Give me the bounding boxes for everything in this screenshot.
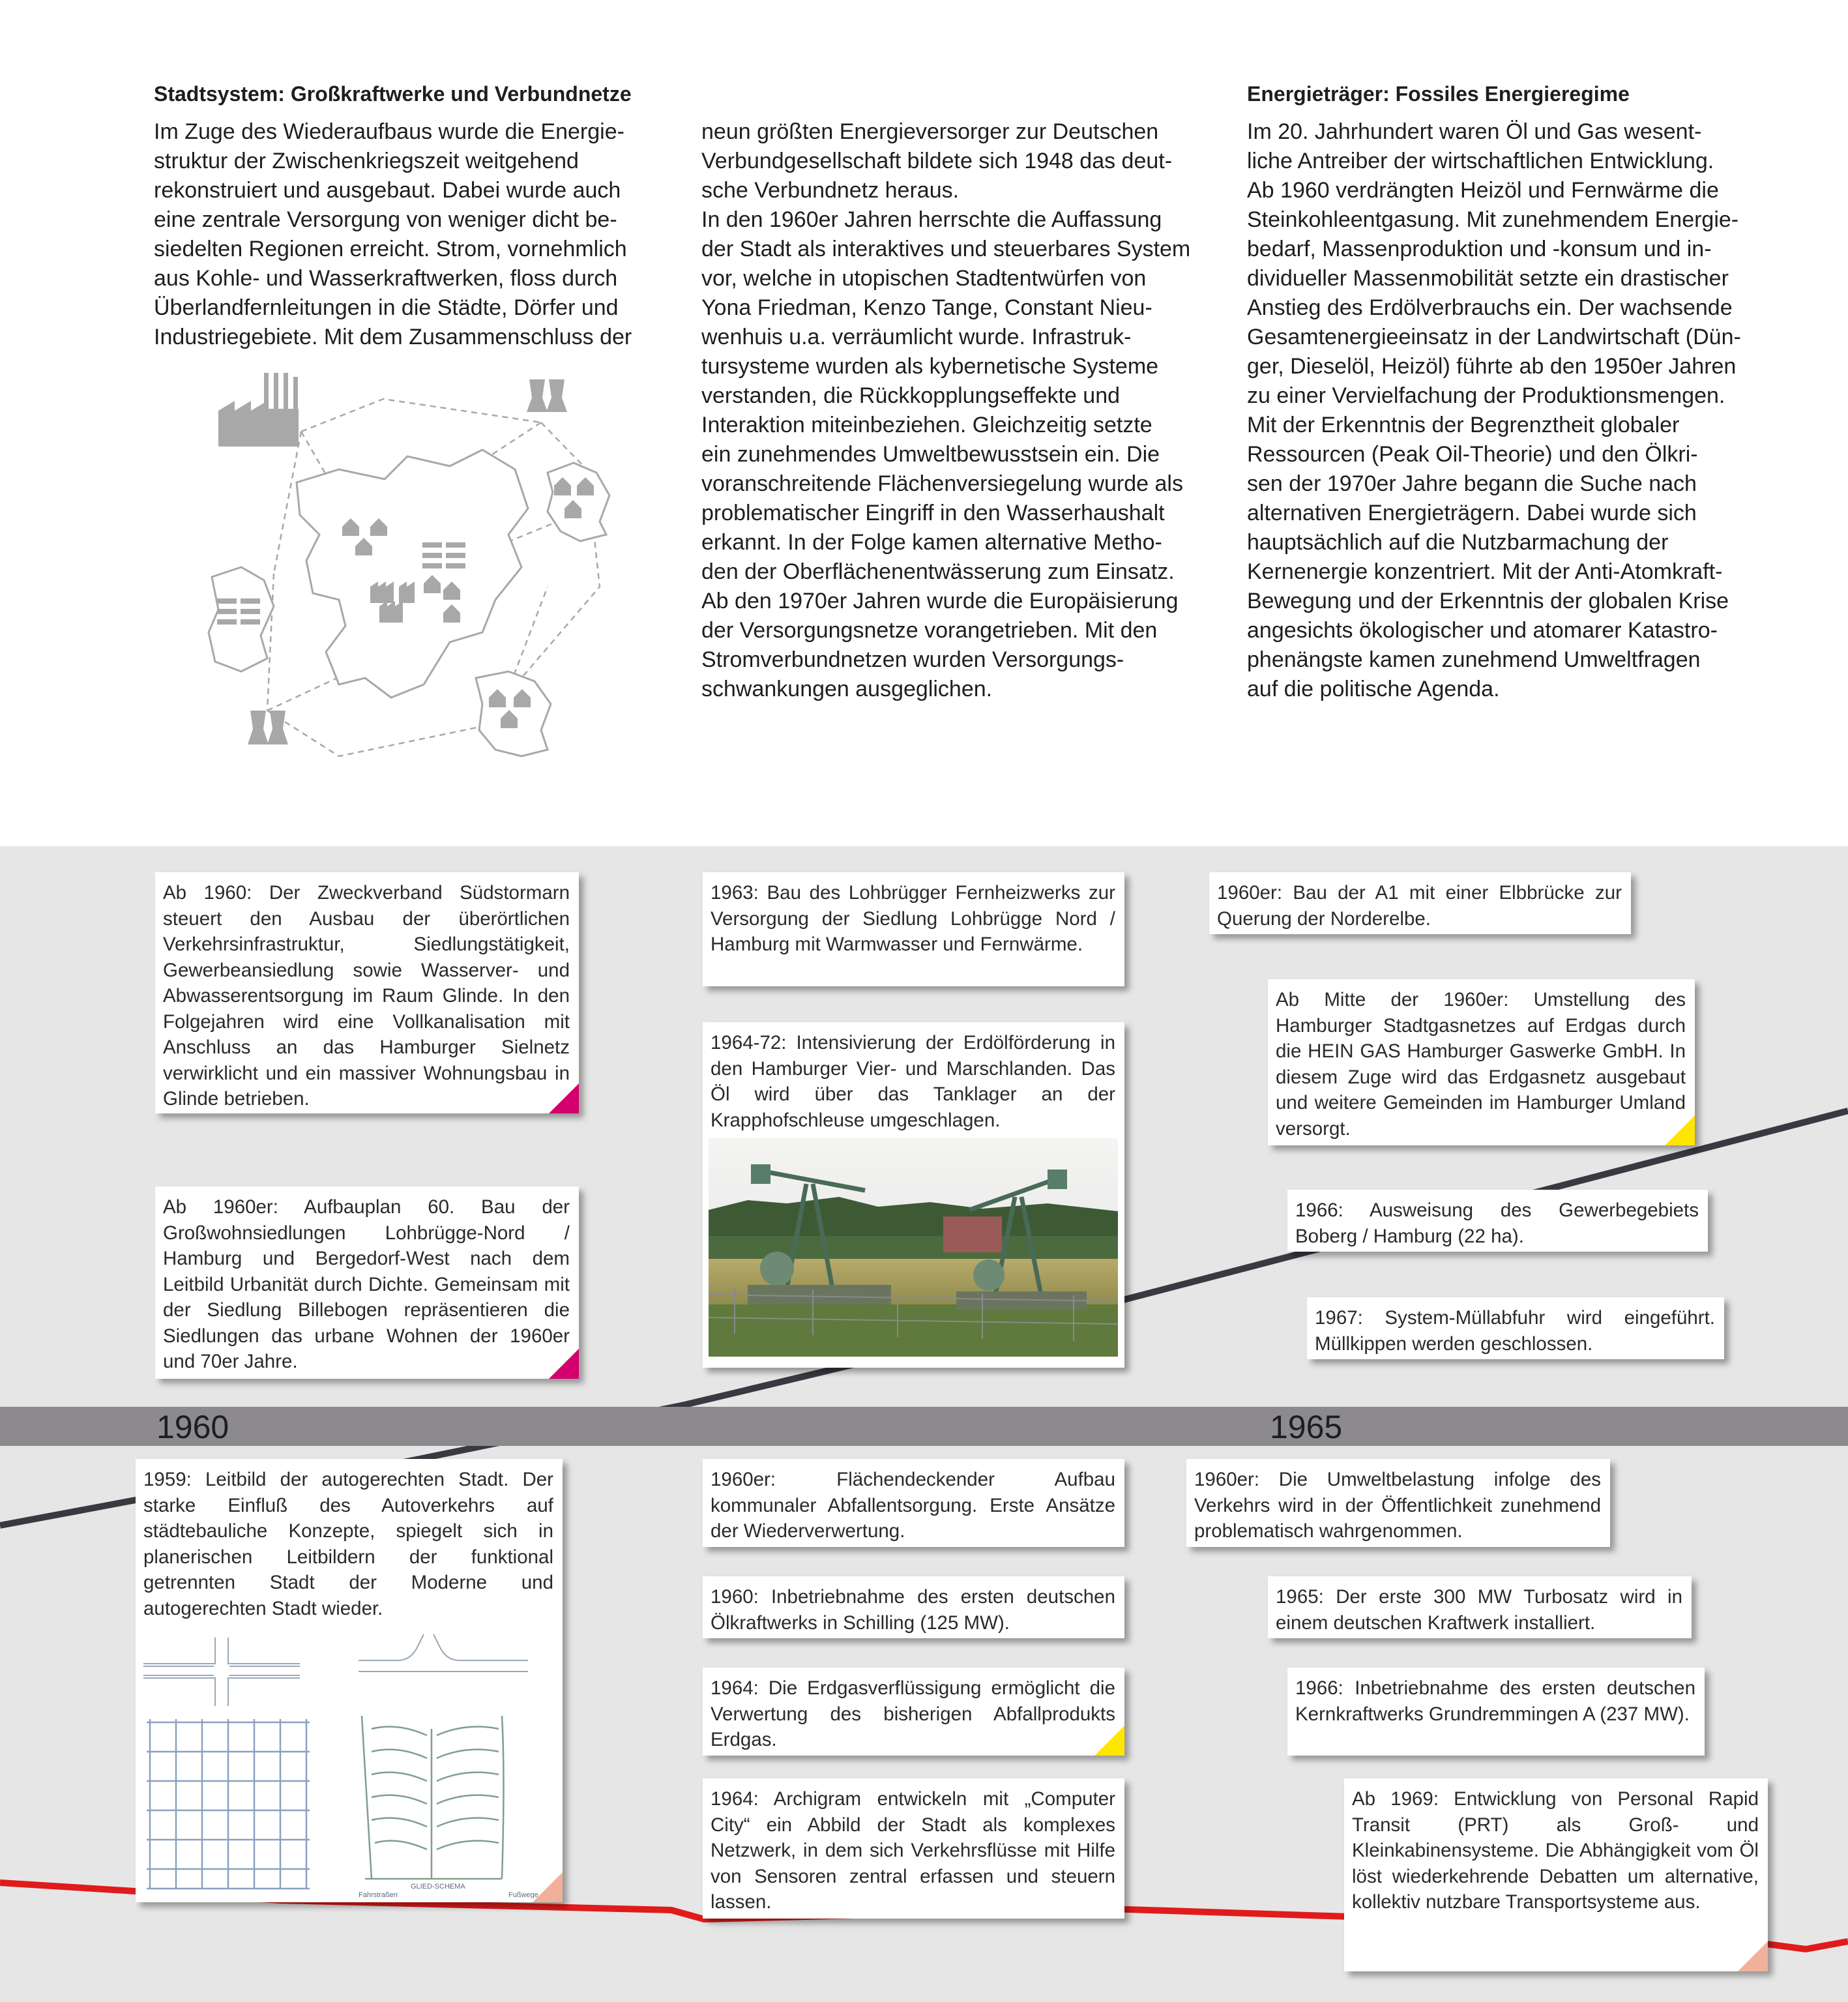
marker-triangle [533,1872,563,1902]
year-label-1960: 1960 [156,1409,229,1445]
heading-stadtsystem: Stadtsystem: Großkraftwerke und Verbundnetze [154,82,632,106]
heading-energietraeger: Energieträger: Fossiles Energieregime [1247,82,1630,106]
event-card-prt: Ab 1969: Entwicklung von Personal Rapid Transit (PRT) als Groß- und Kleinkabinensysteme. Die Abhängigkeit vom Öl löst wiederkehrende Debatten um alternative, kollektiv nutzbare Transportsysteme aus. [1344,1778,1768,1971]
event-card-zweckverband: Ab 1960: Der Zweckverband Südstormarn steuert den Ausbau der überörtlichen Verkehrsinfrastruktur, Siedlungstätigkeit, Gewerbeansiedlung sowie Wasserver- und Abwasserentsorgung im Raum Glinde. In den Folgejahren wird eine Vollkanalisation mit Anschluss an das Hamburger Sielnetz verwirklicht und ein massiver Wohnungsbau in Glinde betrieben. [155,872,579,1113]
event-card-autogerechte-stadt: 1959: Leitbild der autogerechten Stadt. Der starke Einfluß des Autoverkehrs auf städtebauliche Konzepte, spiegelt sich in planerischen Leitbildern der funktional getrennten Stadt der Moderne und autogerechten Stadt wieder. GLIED-SCHEMA Fahrstraßen Fußwege [136,1459,563,1902]
marker-triangle [549,1083,579,1113]
year-label-1965: 1965 [1270,1409,1343,1445]
oil-pump-photo [709,1138,1118,1357]
text-column-3: Im 20. Jahrhundert waren Öl und Gas wesent- liche Antreiber der wirtschaftlichen Entwicklung. Ab 1960 verdrängten Heizöl und Fernwärme die Steinkohleentgasung. Mit zunehmendem Energie- bedarf, Massenproduktion und -konsum und in- dividueller Massenmobilität setzte ein drastischer Anstieg des Erdölverbrauchs ein. Der wachsende Gesamtenergieeinsatz in der Landwirtschaft (Dün- ger, Dieselöl, Heizöl) führte ab den 1950er Jahren zu einer Vervielfachung der Produktionsmengen. Mit der Erkenntnis der Begrenztheit globaler Ressourcen (Peak Oil-Theorie) und den Ölkri- sen der 1970er Jahre begann die Suche nach alternativen Energieträgern. Dabei wurde sich hauptsächlich auf die Nutzbarmachung der Kernenergie konzentriert. Mit der Anti-Atomkraft- Bewegung und der Erkenntnis der globalen Krise angesichts ökologischer und atomarer Katastro- phenängste kamen zunehmend Umweltfragen auf die politische Agenda. [1247,119,1741,701]
event-card-kernkraftwerk: 1966: Inbetriebnahme des ersten deutschen Kernkraftwerks Grundremmingen A (237 MW). [1287,1668,1705,1756]
event-card-fernheizwerk: 1963: Bau des Lohbrügger Fernheizwerks zur Versorgung der Siedlung Lohbrügge Nord / Hamburg mit Warmwasser und Fernwärme. [703,872,1124,986]
marker-triangle [1738,1941,1768,1971]
event-card-umweltbelastung: 1960er: Die Umweltbelastung infolge des Verkehrs wird in der Öffentlichkeit zunehmend problematisch wahrgenommen. [1186,1459,1610,1547]
event-card-erdgas-umstellung: Ab Mitte der 1960er: Umstellung des Hamburger Stadtgasnetzes auf Erdgas durch die HEIN GAS Hamburger Gaswerke GmbH. In diesem Zuge wird das Erdgasnetz ausgebaut und weitere Gemeinden im Hamburger Umland versorgt. [1268,979,1695,1145]
event-card-erdoelfoerderung: 1964-72: Intensivierung der Erdölförderung in den Hamburger Vier- und Marschlanden. Das Öl wird über das Tanklager an der Krapphofschleuse umgeschlagen. [703,1022,1124,1368]
marker-triangle [1094,1726,1124,1756]
event-card-erdgasverfluessigung: 1964: Die Erdgasverflüssigung ermöglicht die Verwertung des bisherigen Abfallprodukts Erdgas. [703,1668,1124,1756]
event-card-abfallentsorgung: 1960er: Flächendeckender Aufbau kommunaler Abfallentsorgung. Erste Ansätze der Wiederverwertung. [703,1459,1124,1547]
marker-triangle [549,1349,579,1379]
event-card-oelkraftwerk: 1960: Inbetriebnahme des ersten deutschen Ölkraftwerks in Schilling (125 MW). [703,1576,1124,1638]
sketch-label-fahrstrassen: Fahrstraßen [359,1891,398,1898]
marker-triangle [1665,1115,1695,1145]
event-card-boberg: 1966: Ausweisung des Gewerbegebiets Boberg / Hamburg (22 ha). [1287,1190,1708,1252]
event-card-muellabfuhr: 1967: System-Müllabfuhr wird eingeführt. Müllkippen werden geschlossen. [1307,1297,1724,1359]
event-card-aufbauplan: Ab 1960er: Aufbauplan 60. Bau der Großwohnsiedlungen Lohbrügge-Nord / Hamburg und Bergedorf-West nach dem Leitbild Urbanität durch Dichte. Gemeinsam mit der Siedlung Billebogen repräsentieren die Siedlungen das urbane Wohnen der 1960er und 70er Jahre. [155,1186,579,1379]
sketch-label-schema: GLIED-SCHEMA [411,1883,465,1891]
text-column-2: neun größten Energieversorger zur Deutschen Verbundgesellschaft bildete sich 1948 das deut- sche Verbundnetz heraus. In den 1960er Jahren herrschte die Auffassung der Stadt als interaktives und steuerbares System vor, welche in utopischen Stadtentwürfen von Yona Friedman, Kenzo Tange, Constant Nieu- wenhuis u.a. verräumlicht wurde. Infrastruk- tursysteme wurden als kybernetische Systeme verstanden, die Rückkopplungseffekte und Interaktion miteinbeziehen. Gleichzeitig setzte ein zunehmendes Umweltbewusstsein ein. Die voranschreitende Flächenversiegelung wurde als problematischer Eingriff in den Wasserhaushalt erkannt. In der Folge kamen alternative Metho- den der Oberflächenentwässerung zum Einsatz. Ab den 1970er Jahren wurde die Europäisierung der Versorgungsnetze vorangetrieben. Mit den Stromverbundnetzen wurden Versorgungs- schwankungen ausgeglichen. [701,119,1191,701]
event-card-a1: 1960er: Bau der A1 mit einer Elbbrücke zur Querung der Norderelbe. [1209,872,1631,934]
year-axis [0,1407,1848,1446]
event-card-archigram: 1964: Archigram entwickeln mit „Computer City“ ein Abbild der Stadt als komplexes Netzwerk, in dem sich Verkehrsflüsse mit Hilfe von Sensoren zentral erfassen und steuern lassen. [703,1778,1124,1919]
sketch-label-fusswege: Fußwege [508,1891,538,1898]
event-card-turbosatz: 1965: Der erste 300 MW Turbosatz wird in einem deutschen Kraftwerk installiert. [1268,1576,1692,1638]
road-scheme-sketch [137,1631,548,1898]
text-column-1: Im Zuge des Wiederaufbaus wurde die Energie- struktur der Zwischenkriegszeit weitgehend rekonstruiert und ausgebaut. Dabei wurde auch eine zentrale Versorgung von weniger dicht be- siedelten Regionen erreicht. Strom, vornehmlich aus Kohle- und Wasserkraftwerken, floss durch Überlandfernleitungen in die Städte, Dörfer und Industriegebiete. Mit dem Zusammenschluss der [154,119,632,349]
